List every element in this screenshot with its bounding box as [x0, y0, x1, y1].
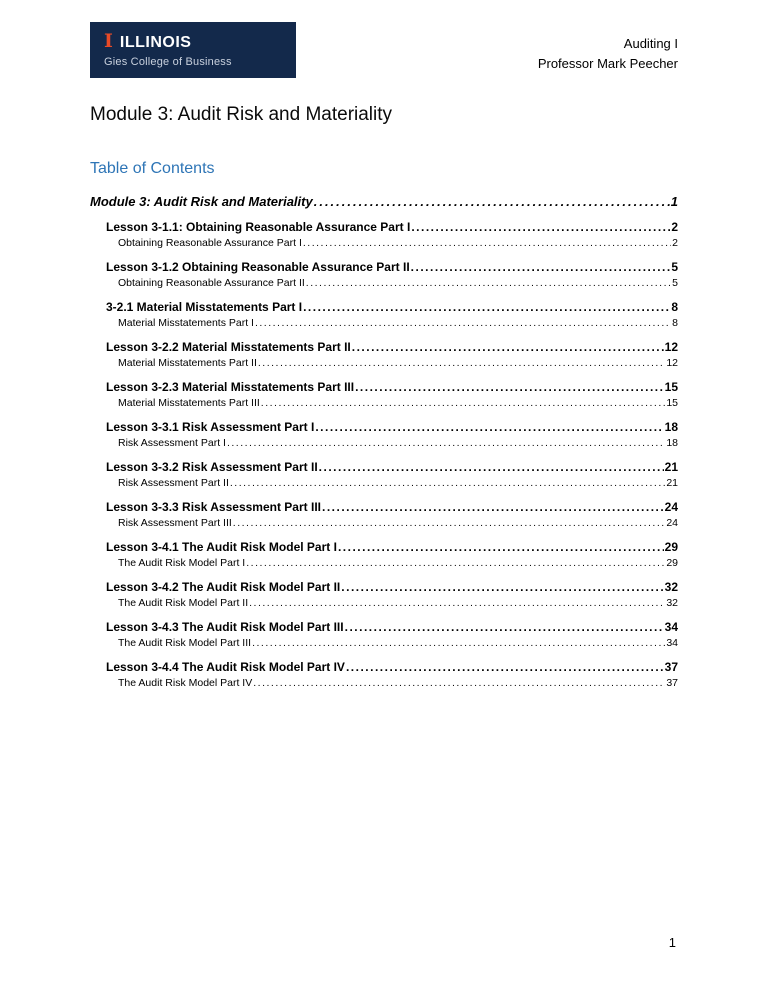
professor-name: Professor Mark Peecher — [537, 55, 678, 71]
toc-dot-leader — [258, 357, 665, 369]
toc-entry[interactable] — [90, 237, 678, 249]
university-logo — [90, 22, 296, 78]
toc-entry-label: The Audit Risk Model Part IV — [118, 677, 253, 689]
toc-entry-label: Module 3: Audit Risk and Materiality — [90, 194, 313, 209]
toc-entry[interactable] — [90, 194, 678, 209]
toc-entry[interactable] — [90, 277, 678, 289]
logo-college-name: Gies College of Business — [104, 55, 232, 68]
toc-entry-label: Lesson 3-4.3 The Audit Risk Model Part III — [106, 620, 344, 634]
toc-entry-label: Lesson 3-3.3 Risk Assessment Part III — [106, 500, 321, 514]
toc-entry[interactable] — [90, 437, 678, 449]
toc-dot-leader — [411, 260, 671, 274]
toc-entry-page: 29 — [666, 557, 678, 569]
toc-entry[interactable] — [90, 357, 678, 369]
toc-entry-label: 3-2.1 Material Misstatements Part I — [106, 300, 303, 314]
toc-entry-label: Lesson 3-3.1 Risk Assessment Part I — [106, 420, 315, 434]
toc-entry-label: Obtaining Reasonable Assurance Part II — [118, 277, 305, 289]
page-number: 1 — [668, 935, 676, 950]
toc-dot-leader — [249, 597, 665, 609]
toc-entry[interactable] — [90, 580, 678, 594]
toc-entry[interactable] — [90, 540, 678, 554]
toc-entry-page: 12 — [664, 340, 678, 354]
toc-entry-label: Lesson 3-1.2 Obtaining Reasonable Assurance Part II — [106, 260, 410, 274]
toc-entry-label: Lesson 3-4.4 The Audit Risk Model Part IV — [106, 660, 345, 674]
toc-entry-label: The Audit Risk Model Part I — [118, 557, 246, 569]
toc-entry[interactable] — [90, 420, 678, 434]
toc-entry[interactable] — [90, 477, 678, 489]
toc-entry-label: Material Misstatements Part I — [118, 317, 254, 329]
toc-entry-label: Material Misstatements Part II — [118, 357, 257, 369]
toc-entry-page: 24 — [666, 517, 678, 529]
toc-dot-leader — [303, 300, 670, 314]
toc-list — [90, 194, 678, 689]
toc-entry-page: 2 — [671, 220, 678, 234]
toc-dot-leader — [411, 220, 670, 234]
toc-dot-leader — [319, 460, 664, 474]
toc-entry-label: Risk Assessment Part II — [118, 477, 229, 489]
toc-entry-page: 8 — [672, 317, 678, 329]
toc-entry-page: 12 — [666, 357, 678, 369]
toc-entry[interactable] — [90, 677, 678, 689]
toc-entry[interactable] — [90, 260, 678, 274]
toc-dot-leader — [314, 194, 670, 209]
toc-entry-page: 37 — [664, 660, 678, 674]
toc-entry-page: 15 — [666, 397, 678, 409]
toc-entry[interactable] — [90, 557, 678, 569]
illinois-block-i-icon: I — [104, 30, 113, 53]
toc-dot-leader — [303, 237, 671, 249]
toc-entry-label: Lesson 3-3.2 Risk Assessment Part II — [106, 460, 318, 474]
toc-entry-label: Obtaining Reasonable Assurance Part I — [118, 237, 302, 249]
toc-entry-page: 32 — [666, 597, 678, 609]
toc-dot-leader — [253, 677, 665, 689]
toc-entry-label: Lesson 3-2.3 Material Misstatements Part III — [106, 380, 355, 394]
toc-dot-leader — [355, 380, 664, 394]
toc-entry[interactable] — [90, 637, 678, 649]
header-course-info — [538, 22, 678, 73]
toc-entry-page: 21 — [664, 460, 678, 474]
toc-entry-page: 5 — [672, 277, 678, 289]
toc-entry-page: 18 — [664, 420, 678, 434]
toc-dot-leader — [227, 437, 665, 449]
toc-entry-label: Risk Assessment Part I — [118, 437, 226, 449]
toc-entry[interactable] — [90, 597, 678, 609]
page-title: Module 3: Audit Risk and Materiality — [90, 104, 393, 125]
toc-dot-leader — [315, 420, 663, 434]
toc-entry-label: Risk Assessment Part III — [118, 517, 232, 529]
toc-entry-label: Lesson 3-2.2 Material Misstatements Part II — [106, 340, 351, 354]
toc-entry-label: Lesson 3-4.1 The Audit Risk Model Part I — [106, 540, 337, 554]
toc-entry-page: 2 — [672, 237, 678, 249]
toc-dot-leader — [306, 277, 671, 289]
toc-entry-page: 34 — [666, 637, 678, 649]
toc-entry-page: 15 — [664, 380, 678, 394]
toc-dot-leader — [341, 580, 663, 594]
toc-entry-page: 8 — [671, 300, 678, 314]
toc-entry-page: 21 — [666, 477, 678, 489]
toc-dot-leader — [233, 517, 666, 529]
toc-entry[interactable] — [90, 220, 678, 234]
logo-wordmark — [104, 32, 282, 52]
page-header — [90, 22, 678, 78]
toc-entry-label: The Audit Risk Model Part III — [118, 637, 252, 649]
logo-institution-name: ILLINOIS — [119, 34, 192, 52]
toc-entry-page: 1 — [670, 194, 678, 209]
toc-entry-page: 37 — [666, 677, 678, 689]
toc-entry[interactable] — [90, 317, 678, 329]
toc-dot-leader — [345, 620, 664, 634]
toc-entry-label: The Audit Risk Model Part II — [118, 597, 249, 609]
course-name: Auditing I — [623, 36, 678, 51]
toc-entry-label: Material Misstatements Part III — [118, 397, 260, 409]
toc-dot-leader — [252, 637, 665, 649]
toc-dot-leader — [346, 660, 664, 674]
toc-entry[interactable] — [90, 380, 678, 394]
toc-entry[interactable] — [90, 340, 678, 354]
toc-entry-page: 29 — [664, 540, 678, 554]
toc-entry-label: Lesson 3-1.1: Obtaining Reasonable Assurance Part I — [106, 220, 411, 234]
toc-entry[interactable] — [90, 500, 678, 514]
toc-entry-label: Lesson 3-4.2 The Audit Risk Model Part II — [106, 580, 341, 594]
toc-dot-leader — [230, 477, 665, 489]
toc-entry[interactable] — [90, 620, 678, 634]
toc-entry[interactable] — [90, 397, 678, 409]
toc-entry[interactable] — [90, 300, 678, 314]
toc-dot-leader — [246, 557, 665, 569]
toc-entry[interactable] — [90, 460, 678, 474]
toc-entry[interactable] — [90, 660, 678, 674]
toc-dot-leader — [261, 397, 666, 409]
toc-entry-page: 18 — [666, 437, 678, 449]
toc-entry-page: 34 — [664, 620, 678, 634]
toc-dot-leader — [352, 340, 664, 354]
toc-entry-page: 32 — [664, 580, 678, 594]
toc-heading: Table of Contents — [90, 160, 215, 177]
toc-entry-page: 5 — [671, 260, 678, 274]
toc-dot-leader — [322, 500, 664, 514]
toc-entry[interactable] — [90, 517, 678, 529]
toc-dot-leader — [255, 317, 671, 329]
toc-dot-leader — [338, 540, 664, 554]
toc-entry-page: 24 — [664, 500, 678, 514]
